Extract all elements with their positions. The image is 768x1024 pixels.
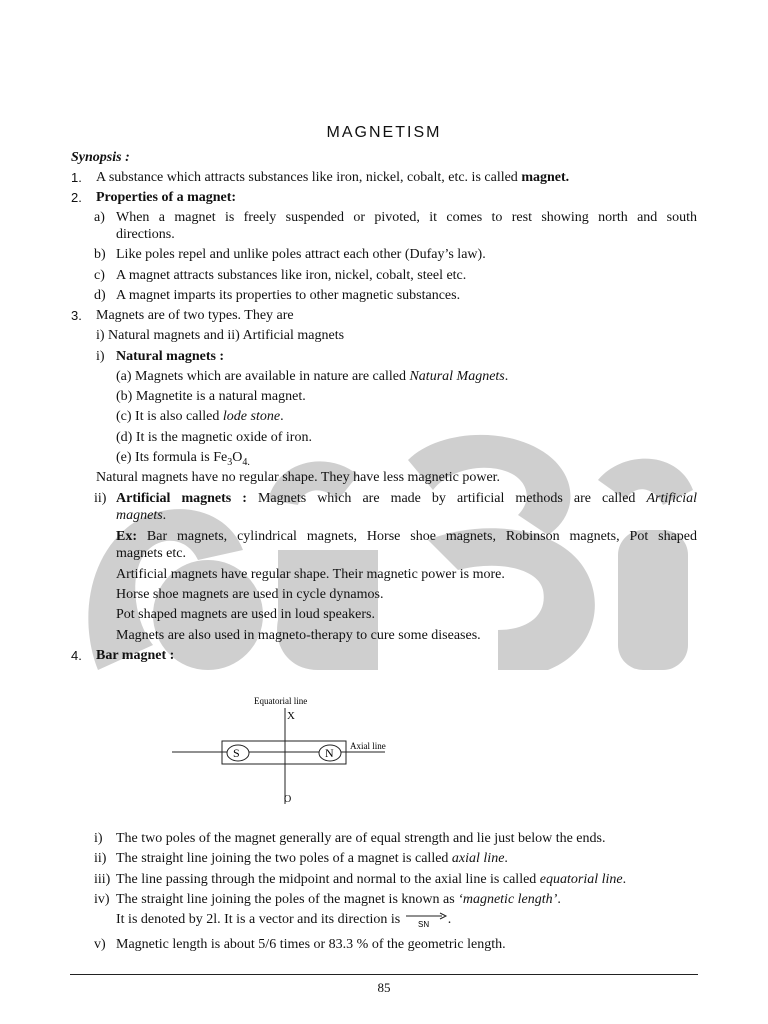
list-item: A magnet imparts its properties to other magnetic substances. (116, 288, 461, 303)
list-item: Magnetic length is about 5/6 times or 83.3 % of the geometric length. (116, 937, 506, 952)
list-marker: a) (94, 210, 105, 225)
list-item: The straight line joining the two poles of a magnet is called axial line. (116, 851, 508, 866)
list-item: When a magnet is freely suspended or pivoted, it comes to rest showing north and south (116, 210, 697, 225)
item-number: 3. (71, 308, 82, 323)
list-item: (c) It is also called lode stone. (116, 409, 284, 424)
list-item: Artificial magnets : Magnets which are made by artificial methods are called Artificial (116, 491, 697, 506)
example-text-continued: magnets etc. (116, 546, 186, 561)
item-text: i) Natural magnets and ii) Artificial magnets (96, 328, 345, 343)
note-text: Pot shaped magnets are used in loud speakers. (116, 607, 375, 622)
note-text: Artificial magnets have regular shape. Their magnetic power is more. (116, 567, 505, 582)
page-title: MAGNETISM (326, 124, 442, 141)
example-text: Ex: Bar magnets, cylindrical magnets, Horse shoe magnets, Robinson magnets, Pot shaped (116, 529, 697, 544)
list-item: (e) Its formula is $Fe_3O_{4.}$ (116, 450, 250, 468)
list-item: The two poles of the magnet generally are of equal strength and lie just below the ends. (116, 831, 606, 846)
list-marker: c) (94, 268, 105, 283)
section-heading: Bar magnet : (96, 648, 175, 663)
south-pole-label: S (233, 746, 240, 760)
section-heading: Properties of a magnet: (96, 190, 237, 205)
item-number: 2. (71, 190, 82, 205)
note-text: Horse shoe magnets are used in cycle dynamos. (116, 587, 384, 602)
o-label: O (284, 794, 292, 805)
x-label: X (287, 710, 295, 722)
list-marker: d) (94, 288, 106, 303)
north-pole-label: N (325, 746, 334, 760)
list-marker: iii) (94, 872, 111, 887)
item-number: 1. (71, 170, 82, 185)
synopsis-label: Synopsis : (71, 150, 130, 165)
list-marker: ii) (94, 851, 107, 866)
footer-divider (70, 974, 698, 975)
note-text: Natural magnets have no regular shape. They have less magnetic power. (96, 470, 501, 485)
list-item: The straight line joining the poles of the magnet is known as ‘magnetic length’. (116, 892, 561, 907)
list-marker: i) (94, 831, 103, 846)
page-number: 85 (377, 980, 391, 995)
list-marker: ii) (94, 491, 107, 506)
bar-magnet-diagram (160, 690, 420, 810)
list-item-continued: magnets. (116, 508, 167, 523)
list-item-continued: It is denoted by 2l. It is a vector and its direction is SN . (116, 912, 452, 929)
list-item: (a) Magnets which are available in nature are called Natural Magnets. (116, 369, 509, 384)
item-text: A substance which attracts substances like iron, nickel, cobalt, etc. is called magnet. (96, 170, 570, 185)
item-text: Magnets are of two types. They are (96, 308, 294, 323)
list-item: (b) Magnetite is a natural magnet. (116, 389, 306, 404)
equatorial-line-label: Equatorial line (254, 696, 308, 706)
list-item: A magnet attracts substances like iron, nickel, cobalt, steel etc. (116, 268, 467, 283)
subsection-heading: Natural magnets : (116, 349, 225, 364)
axial-line-label: Axial line (350, 741, 386, 751)
note-text: Magnets are also used in magneto-therapy to cure some diseases. (116, 628, 481, 643)
list-item: (d) It is the magnetic oxide of iron. (116, 430, 312, 445)
list-item-continued: directions. (116, 227, 175, 242)
list-marker: v) (94, 937, 106, 952)
list-marker: iv) (94, 892, 110, 907)
list-marker: i) (96, 349, 105, 364)
arrow-label: SN (417, 920, 429, 929)
item-number: 4. (71, 648, 82, 663)
list-item: The line passing through the midpoint and normal to the axial line is called equatorial line. (116, 872, 627, 887)
list-item: Like poles repel and unlike poles attract each other (Dufay’s law). (116, 247, 486, 262)
list-marker: b) (94, 247, 106, 262)
arrow-right-icon (404, 911, 448, 929)
